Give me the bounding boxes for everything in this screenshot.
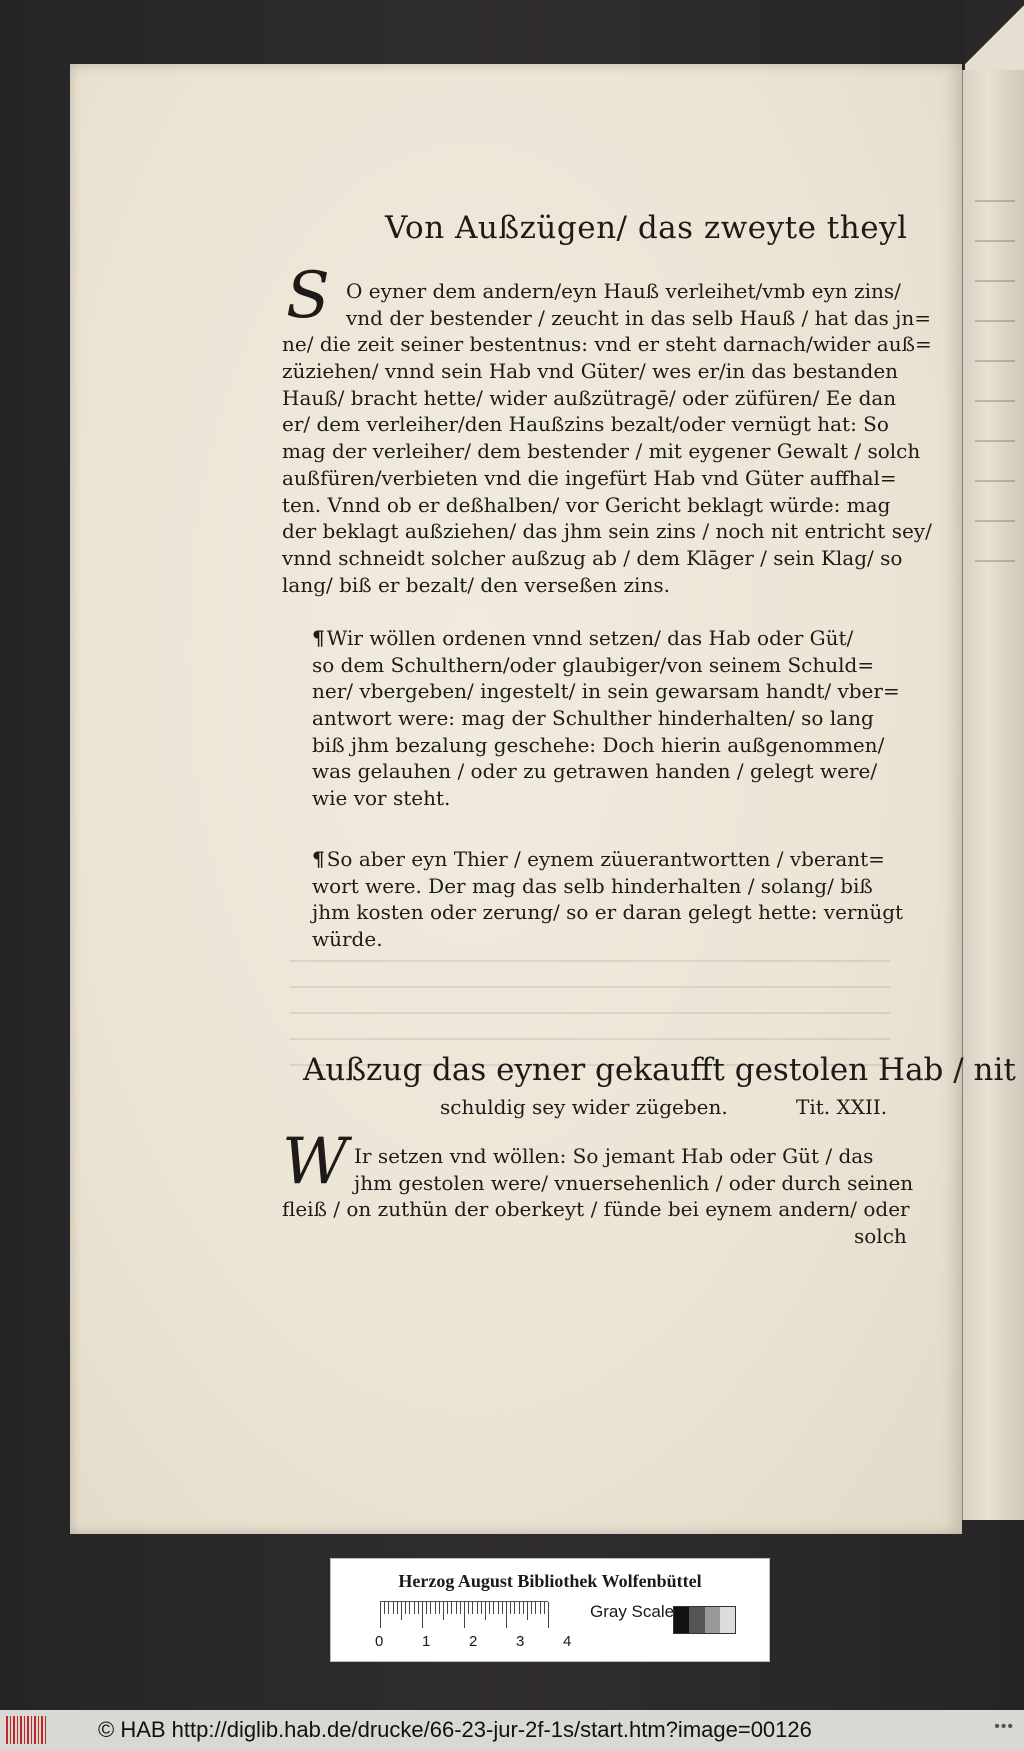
next-page-corner bbox=[965, 0, 1024, 70]
ruler-tick bbox=[409, 1602, 410, 1614]
title-number: Tit. XXII. bbox=[796, 1095, 888, 1119]
hab-logo-icon bbox=[6, 1716, 48, 1744]
text-line: was gelauhen / oder zu getrawen handen / gelegt were/ bbox=[312, 759, 878, 784]
gray-swatch bbox=[720, 1607, 735, 1633]
text-line-content: So aber eyn Thier / eynem züuerantwortten / vberant= bbox=[326, 847, 885, 871]
ruler-tick bbox=[405, 1602, 406, 1614]
text-line bbox=[312, 846, 903, 873]
text-line: er/ dem verleiher/den Haußzins bezalt/oder vernügt hat: So bbox=[282, 412, 889, 437]
ruler-tick bbox=[472, 1602, 473, 1614]
pilcrow-marker: ¶ bbox=[312, 847, 325, 871]
ruler-tick bbox=[502, 1602, 503, 1614]
ruler-number: 0 bbox=[375, 1633, 384, 1650]
ruler-tick bbox=[414, 1602, 415, 1614]
ruler-tick bbox=[519, 1602, 520, 1614]
ruler-tick bbox=[481, 1602, 482, 1614]
ruler-tick bbox=[388, 1602, 389, 1614]
section-title: Außzug das eyner gekaufft gestolen Hab / nit bbox=[303, 1052, 1016, 1088]
ruler-tick bbox=[380, 1602, 381, 1628]
text-line: wie vor steht. bbox=[312, 786, 451, 811]
text-line: so dem Schulthern/oder glaubiger/von seinem Schuld= bbox=[312, 652, 875, 677]
text-line: ner/ vbergeben/ ingestelt/ in sein gewarsam handt/ vber= bbox=[312, 679, 900, 704]
next-page-edge bbox=[962, 70, 1024, 1520]
ruler-tick bbox=[531, 1602, 532, 1614]
ruler-tick bbox=[443, 1602, 444, 1620]
text-line: jhm gestolen were/ vnuersehenlich / oder durch seinen bbox=[354, 1170, 914, 1195]
status-bar bbox=[0, 1710, 1024, 1750]
ruler-tick bbox=[464, 1602, 465, 1628]
text-line: würde. bbox=[312, 927, 383, 952]
ruler-number: 3 bbox=[516, 1633, 525, 1650]
drop-capital-s: S bbox=[286, 259, 330, 333]
ruler-tick bbox=[527, 1602, 528, 1620]
ruler-number: 4 bbox=[563, 1633, 572, 1650]
section-subtitle: schuldig sey wider zügeben. bbox=[440, 1095, 728, 1119]
ruler-tick bbox=[548, 1602, 549, 1628]
ruler-number: 2 bbox=[469, 1633, 478, 1650]
ruler-tick bbox=[544, 1602, 545, 1614]
pilcrow-marker: ¶ bbox=[312, 626, 325, 650]
text-line: biß jhm bezalung geschehe: Doch hierin außgenommen/ bbox=[312, 732, 885, 757]
gray-swatch bbox=[689, 1607, 704, 1633]
ruler-tick bbox=[498, 1602, 499, 1614]
drop-capital-w: W bbox=[282, 1125, 348, 1199]
gray-swatch bbox=[674, 1607, 689, 1633]
more-icon[interactable]: ••• bbox=[994, 1718, 1014, 1735]
measurement-ruler bbox=[380, 1601, 548, 1632]
ruler-tick bbox=[447, 1602, 448, 1614]
ruler-tick bbox=[439, 1602, 440, 1614]
ruler-tick bbox=[535, 1602, 536, 1614]
ruler-tick bbox=[506, 1602, 507, 1628]
ruler-tick bbox=[397, 1602, 398, 1614]
text-line: züziehen/ vnnd sein Hab vnd Güter/ wes er/in das bestanden bbox=[282, 359, 899, 384]
text-line: mag der verleiher/ dem bestender / mit eygener Gewalt / solch bbox=[282, 439, 921, 464]
ruler-tick bbox=[485, 1602, 486, 1620]
ruler-tick bbox=[477, 1602, 478, 1614]
ruler-tick bbox=[489, 1602, 490, 1614]
ruler-tick bbox=[384, 1602, 385, 1614]
paragraph-2 bbox=[312, 625, 900, 812]
ruler-number: 1 bbox=[422, 1633, 431, 1650]
ruler-tick bbox=[460, 1602, 461, 1614]
gray-scale-label: Gray Scale bbox=[590, 1602, 675, 1621]
ruler-tick bbox=[418, 1602, 419, 1614]
color-calibration-card bbox=[330, 1558, 770, 1662]
text-line: lang/ biß er bezalt/ den verseßen zins. bbox=[282, 572, 670, 597]
ruler-tick bbox=[451, 1602, 452, 1614]
text-line: der beklagt außziehen/ das jhm sein zins / noch nit entricht sey/ bbox=[282, 519, 932, 544]
paragraph-3 bbox=[312, 846, 903, 953]
text-line: fleiß / on zuthün der oberkeyt / fünde bei eynem andern/ oder bbox=[282, 1197, 910, 1222]
ruler-tick bbox=[468, 1602, 469, 1614]
text-line: vnnd schneidt solcher außzug ab / dem Klāger / sein Klag/ so bbox=[282, 545, 903, 570]
text-line: jhm kosten oder zerung/ so er daran gelegt hette: vernügt bbox=[312, 900, 904, 925]
text-line: Hauß/ bracht hette/ wider außzütragē/ oder züfüren/ Ee dan bbox=[282, 385, 897, 410]
text-line: O eyner dem andern/eyn Hauß verleihet/vmb eyn zins/ bbox=[346, 279, 901, 303]
ruler-numbers bbox=[375, 1633, 572, 1651]
text-line: ne/ die zeit seiner bestentnus: vnd er steht darnach/wider auß= bbox=[282, 332, 932, 357]
text-line: antwort were: mag der Schulther hinderhalten/ so lang bbox=[312, 706, 874, 731]
ruler-tick bbox=[510, 1602, 511, 1614]
text-line-content: Wir wöllen ordenen vnnd setzen/ das Hab oder Güt/ bbox=[326, 626, 854, 650]
text-line: außfüren/verbieten vnd die ingefürt Hab vnd Güter auffhal= bbox=[282, 465, 897, 490]
ruler-tick bbox=[540, 1602, 541, 1614]
gray-swatch bbox=[705, 1607, 720, 1633]
text-line: wort were. Der mag das selb hinderhalten / solang/ biß bbox=[312, 873, 873, 898]
copyright-url[interactable]: © HAB http://diglib.hab.de/drucke/66-23-jur-2f-1s/start.htm?image=00126 bbox=[98, 1717, 812, 1742]
gray-scale-swatches bbox=[673, 1606, 736, 1634]
text-line bbox=[312, 625, 900, 652]
running-head: Von Außzügen/ das zweyte theyl bbox=[385, 210, 908, 246]
institution-label: Herzog August Bibliothek Wolfenbüttel bbox=[398, 1571, 702, 1591]
text-line: ten. Vnnd ob er deßhalben/ vor Gericht beklagt würde: mag bbox=[282, 492, 891, 517]
text-line: Ir setzen vnd wöllen: So jemant Hab oder Güt / das bbox=[354, 1144, 874, 1168]
ruler-tick bbox=[493, 1602, 494, 1614]
ruler-tick bbox=[401, 1602, 402, 1620]
paragraph-4 bbox=[282, 1143, 913, 1250]
ruler-tick bbox=[456, 1602, 457, 1614]
text-line: vnd der bestender / zeucht in das selb Hauß / hat das jn= bbox=[346, 305, 932, 330]
ruler-tick bbox=[435, 1602, 436, 1614]
ruler-tick bbox=[426, 1602, 427, 1614]
ruler-tick bbox=[393, 1602, 394, 1614]
ruler-tick bbox=[523, 1602, 524, 1614]
ruler-tick bbox=[514, 1602, 515, 1614]
paragraph-1 bbox=[282, 278, 932, 598]
catchword: solch bbox=[854, 1224, 907, 1249]
ruler-tick bbox=[430, 1602, 431, 1614]
ruler-tick bbox=[422, 1602, 423, 1628]
